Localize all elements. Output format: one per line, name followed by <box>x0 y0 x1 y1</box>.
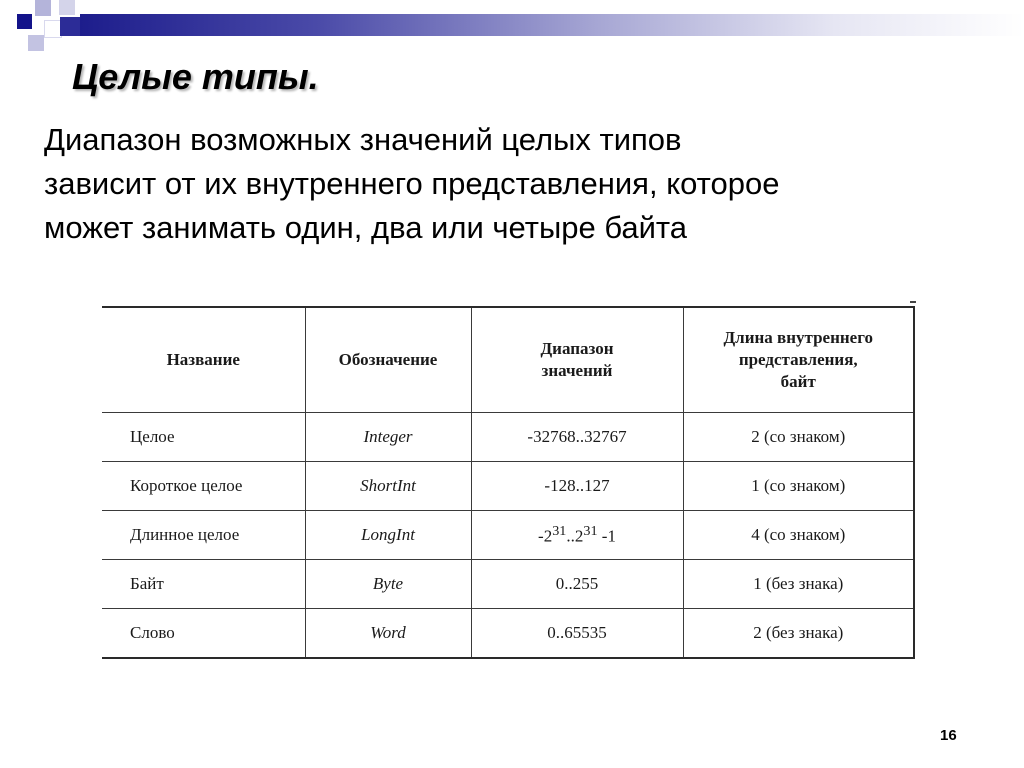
cell-code: Integer <box>305 413 471 462</box>
cell-range: 0..255 <box>471 560 683 609</box>
table-header-row <box>102 307 914 413</box>
cell-size: 2 (без знака) <box>683 609 914 659</box>
deco-square <box>59 0 75 15</box>
cell-name: Целое <box>102 413 305 462</box>
body-text-line: может занимать один, два или четыре байта <box>44 210 688 245</box>
cell-name: Слово <box>102 609 305 659</box>
cell-name: Длинное целое <box>102 511 305 560</box>
header-size: Длина внутреннего представления, байт <box>683 307 914 413</box>
cell-name: Короткое целое <box>102 462 305 511</box>
deco-square <box>17 14 32 29</box>
header-code: Обозначение <box>305 307 471 413</box>
table-row <box>102 413 914 462</box>
cell-code: Word <box>305 609 471 659</box>
table-row <box>102 560 914 609</box>
integer-types-table <box>102 306 915 659</box>
cell-size: 4 (со знаком) <box>683 511 914 560</box>
cell-code: LongInt <box>305 511 471 560</box>
cell-range: 0..65535 <box>471 609 683 659</box>
body-text-line: Диапазон возможных значений целых типов <box>44 122 682 157</box>
slide-title: Целые типы. <box>72 56 319 97</box>
cell-range: -32768..32767 <box>471 413 683 462</box>
header-range: Диапазон значений <box>471 307 683 413</box>
header-gradient-bar <box>80 14 1024 36</box>
slide-body-text <box>44 118 984 250</box>
body-text-line: зависит от их внутреннего представления, которое <box>44 166 780 201</box>
deco-square <box>28 35 44 51</box>
table-row <box>102 462 914 511</box>
deco-square <box>35 0 51 16</box>
cell-code: Byte <box>305 560 471 609</box>
header-name: Название <box>102 307 305 413</box>
cell-range: -128..127 <box>471 462 683 511</box>
scan-mark <box>910 301 916 303</box>
table-row <box>102 511 914 560</box>
cell-range: $-2^{31}..2^{31}$ -1 <box>471 511 683 560</box>
deco-square <box>60 17 80 36</box>
cell-code: ShortInt <box>305 462 471 511</box>
cell-size: 1 (без знака) <box>683 560 914 609</box>
cell-size: 2 (со знаком) <box>683 413 914 462</box>
cell-name: Байт <box>102 560 305 609</box>
integer-types-table-image <box>102 306 914 652</box>
page-number: 16 <box>940 727 957 744</box>
table-row <box>102 609 914 659</box>
cell-size: 1 (со знаком) <box>683 462 914 511</box>
